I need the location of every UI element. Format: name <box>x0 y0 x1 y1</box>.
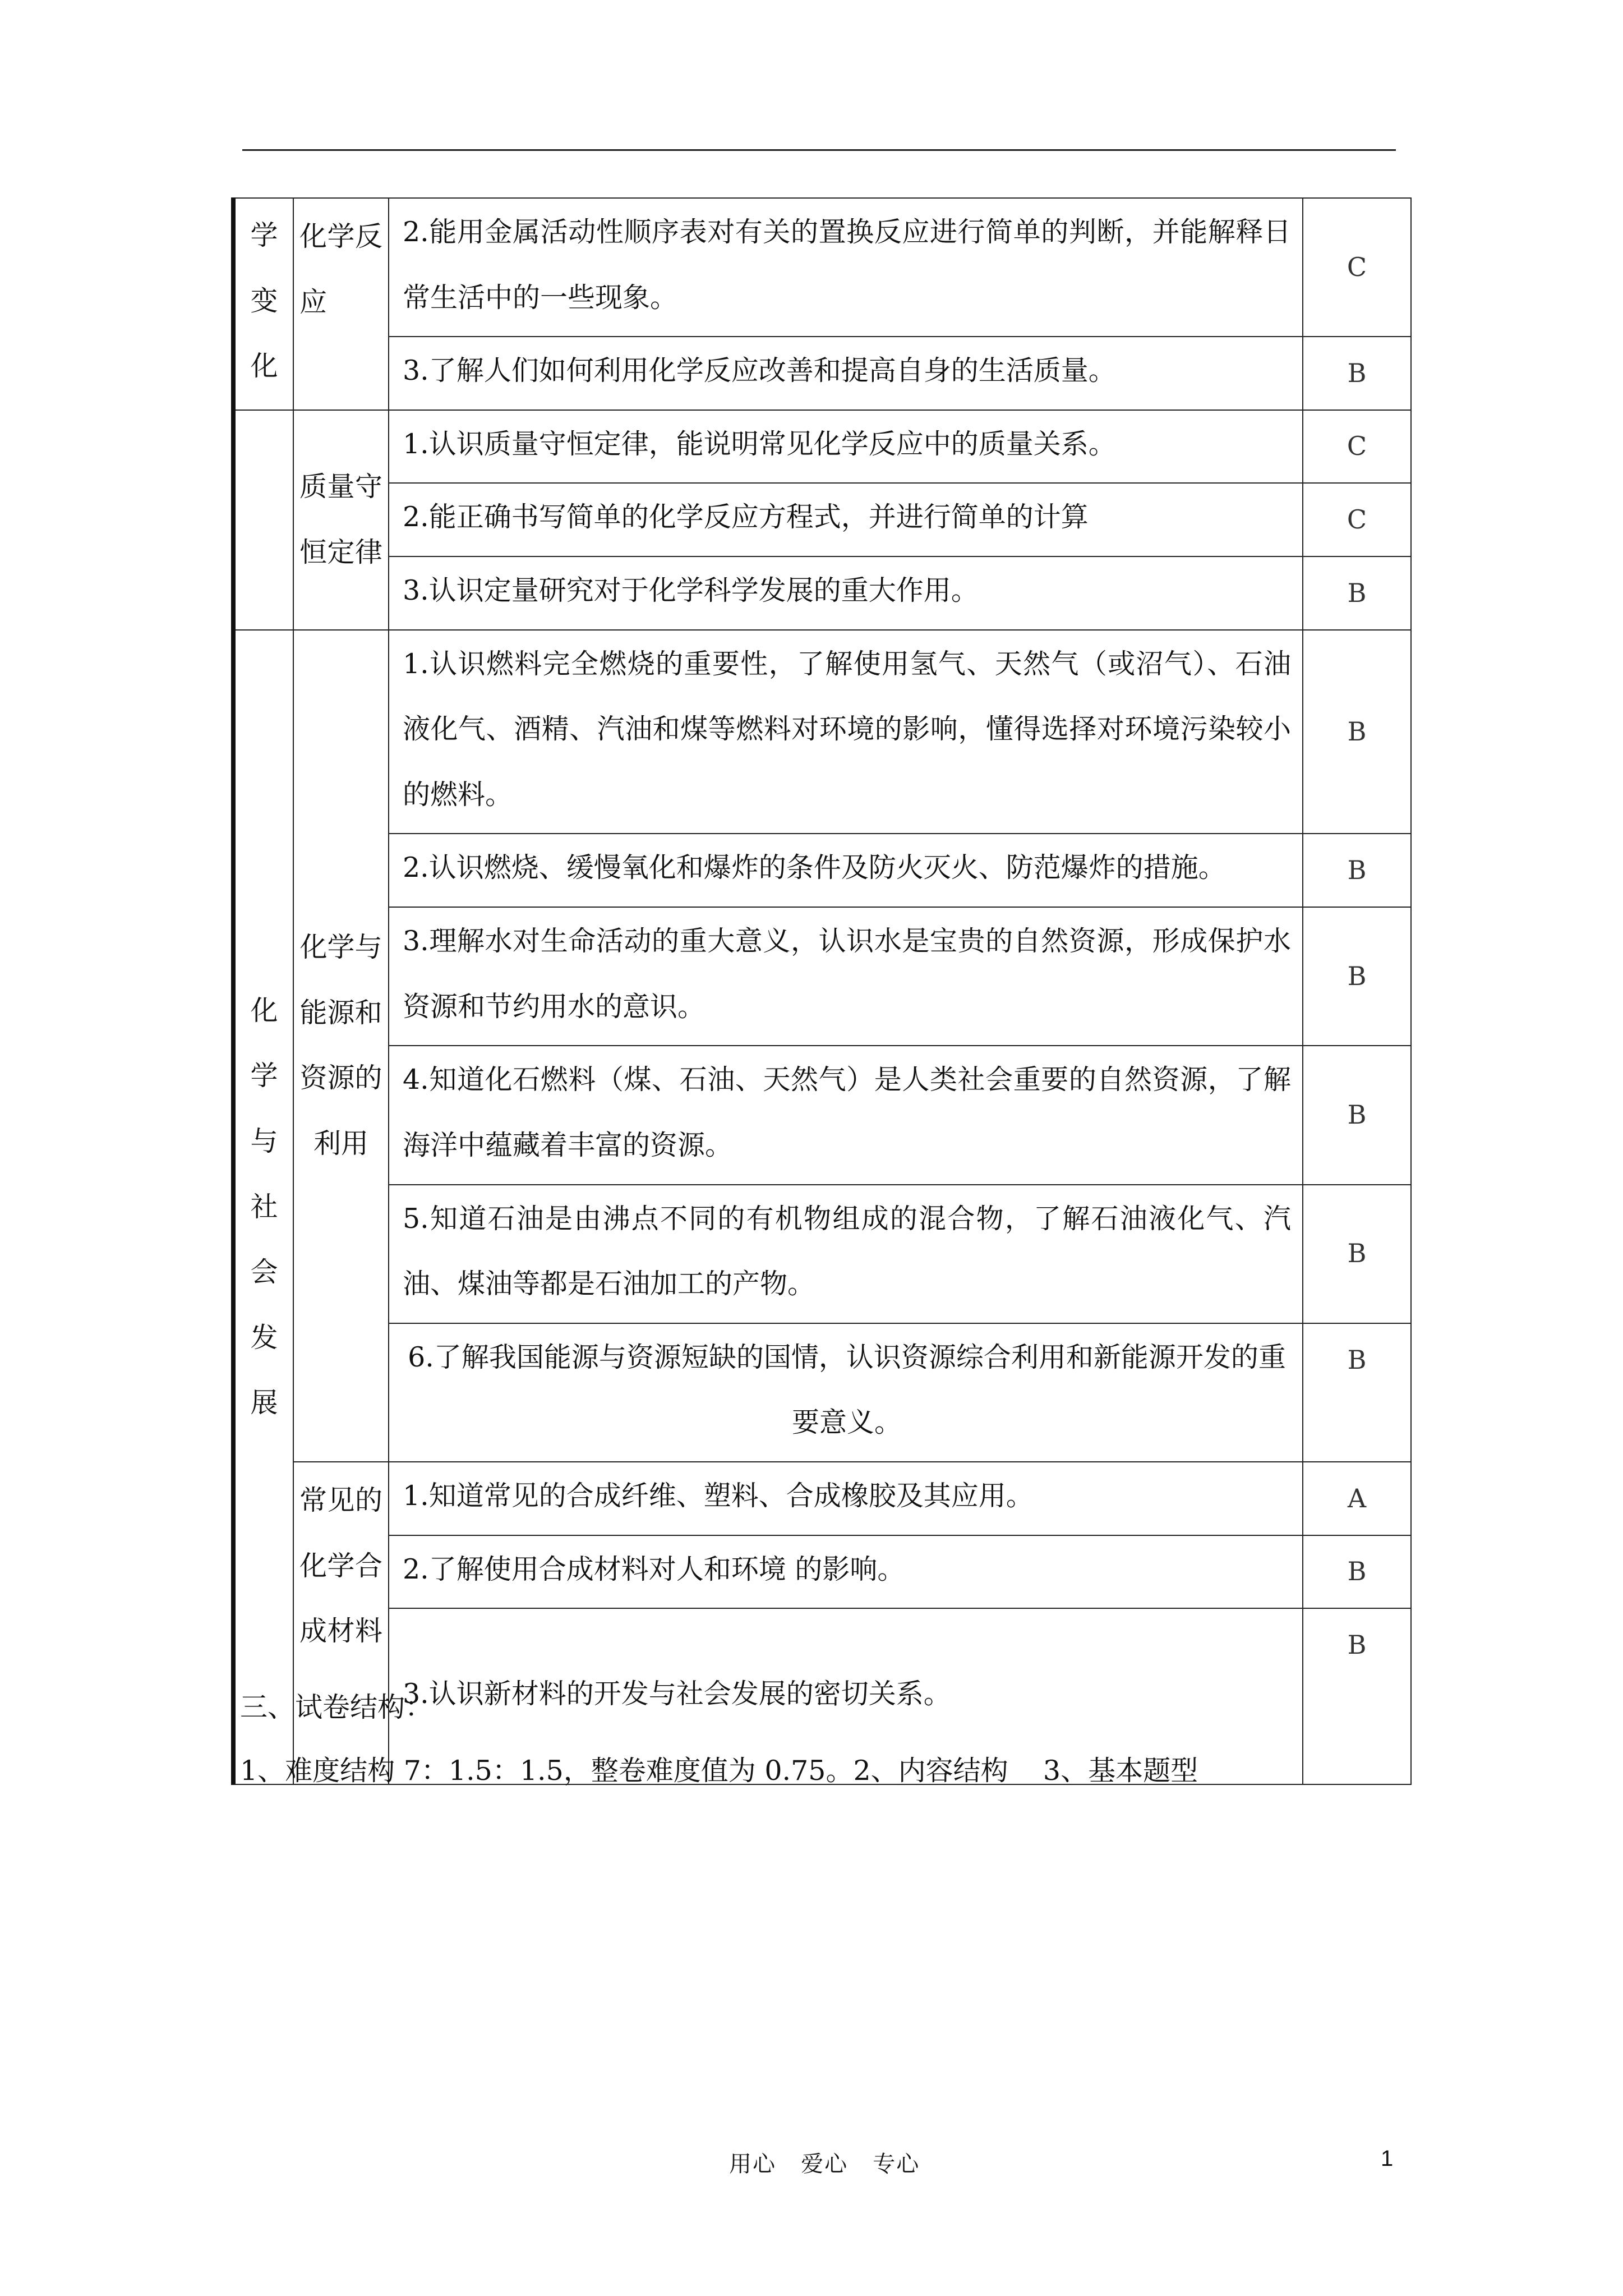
row-text: 2.了解使用合成材料对人和环境 的影响。 <box>389 1535 1303 1609</box>
row-text: 1.知道常见的合成纤维、塑料、合成橡胶及其应用。 <box>389 1462 1303 1535</box>
table-row <box>233 1535 1411 1609</box>
group-label: 常见的化学合成材料 <box>299 1484 382 1648</box>
table-row <box>233 1462 1411 1535</box>
domain-cell-society <box>233 630 293 1785</box>
row-level: B <box>1303 1323 1411 1462</box>
group-cell-energy <box>293 630 389 1462</box>
table-row <box>233 410 1411 484</box>
row-text: 6.了解我国能源与资源短缺的国情，认识资源综合利用和新能源开发的重要意义。 <box>389 1323 1303 1462</box>
row-level: B <box>1303 1608 1411 1784</box>
row-text: 1.认识燃料完全燃烧的重要性，了解使用氢气、天然气（或沼气）、石油液化气、酒精、汽油和煤等燃料对环境的影响，懂得选择对环境污染较小的燃料。 <box>389 630 1303 834</box>
table-row <box>233 1185 1411 1323</box>
footer-motto: 用心 爱心 专心 <box>729 2151 920 2177</box>
row-text: 3.理解水对生命活动的重大意义，认识水是宝贵的自然资源，形成保护水资源和节约用水的意识。 <box>389 907 1303 1046</box>
row-level: C <box>1303 483 1411 556</box>
row-level: B <box>1303 834 1411 907</box>
row-level: B <box>1303 556 1411 630</box>
table-row <box>233 483 1411 556</box>
table-row <box>233 1046 1411 1184</box>
row-text: 3.认识新材料的开发与社会发展的密切关系。 <box>389 1608 1303 1784</box>
table-row <box>233 198 1411 337</box>
row-level: B <box>1303 1185 1411 1323</box>
row-level: A <box>1303 1462 1411 1535</box>
table-row <box>233 630 1411 834</box>
row-level: C <box>1303 198 1411 337</box>
curriculum-table <box>231 197 1412 1785</box>
row-level: B <box>1303 630 1411 834</box>
row-text: 2.能正确书写简单的化学反应方程式，并进行简单的计算 <box>389 483 1303 556</box>
row-level: B <box>1303 337 1411 410</box>
page-number: 1 <box>1381 2146 1394 2171</box>
row-level: B <box>1303 1046 1411 1184</box>
row-text: 2.能用金属活动性顺序表对有关的置换反应进行简单的判断，并能解释日常生活中的一些现象。 <box>389 198 1303 337</box>
row-text: 5.知道石油是由沸点不同的有机物组成的混合物，了解石油液化气、汽油、煤油等都是石油加工的产物。 <box>389 1185 1303 1323</box>
row-text: 1.认识质量守恒定律，能说明常见化学反应中的质量关系。 <box>389 410 1303 484</box>
section-title: 三、试卷结构： <box>240 1691 433 1723</box>
table-row <box>233 337 1411 410</box>
domain-cell-chem-change <box>233 198 293 410</box>
row-text: 4.知道化石燃料（煤、石油、天然气）是人类社会重要的自然资源，了解海洋中蕴藏着丰富的资源。 <box>389 1046 1303 1184</box>
group-cell-mass <box>293 410 389 630</box>
domain-label: 学变化 <box>250 219 278 383</box>
table-row <box>233 834 1411 907</box>
row-text: 3.认识定量研究对于化学科学发展的重大作用。 <box>389 556 1303 630</box>
row-level: B <box>1303 1535 1411 1609</box>
row-text: 3.了解人们如何利用化学反应改善和提高自身的生活质量。 <box>389 337 1303 410</box>
header-rule <box>242 149 1396 151</box>
group-label: 质量守恒定律 <box>299 471 382 568</box>
domain-label: 化学与社会发展 <box>250 994 278 1419</box>
row-level: C <box>1303 410 1411 484</box>
group-cell-materials <box>293 1462 389 1784</box>
group-label: 化学与能源和资源的利用 <box>299 931 382 1159</box>
table-row <box>233 556 1411 630</box>
row-level: B <box>1303 907 1411 1046</box>
table-row <box>233 907 1411 1046</box>
group-label: 化学反应 <box>299 220 382 318</box>
table-row <box>233 1323 1411 1462</box>
group-cell-reaction <box>293 198 389 410</box>
domain-cell-empty <box>233 410 293 630</box>
row-text: 2.认识燃烧、缓慢氧化和爆炸的条件及防火灭火、防范爆炸的措施。 <box>389 834 1303 907</box>
section-text: 1、难度结构 7：1.5：1.5，整卷难度值为 0.75。2、内容结构 3、基本题型 <box>240 1755 1198 1787</box>
